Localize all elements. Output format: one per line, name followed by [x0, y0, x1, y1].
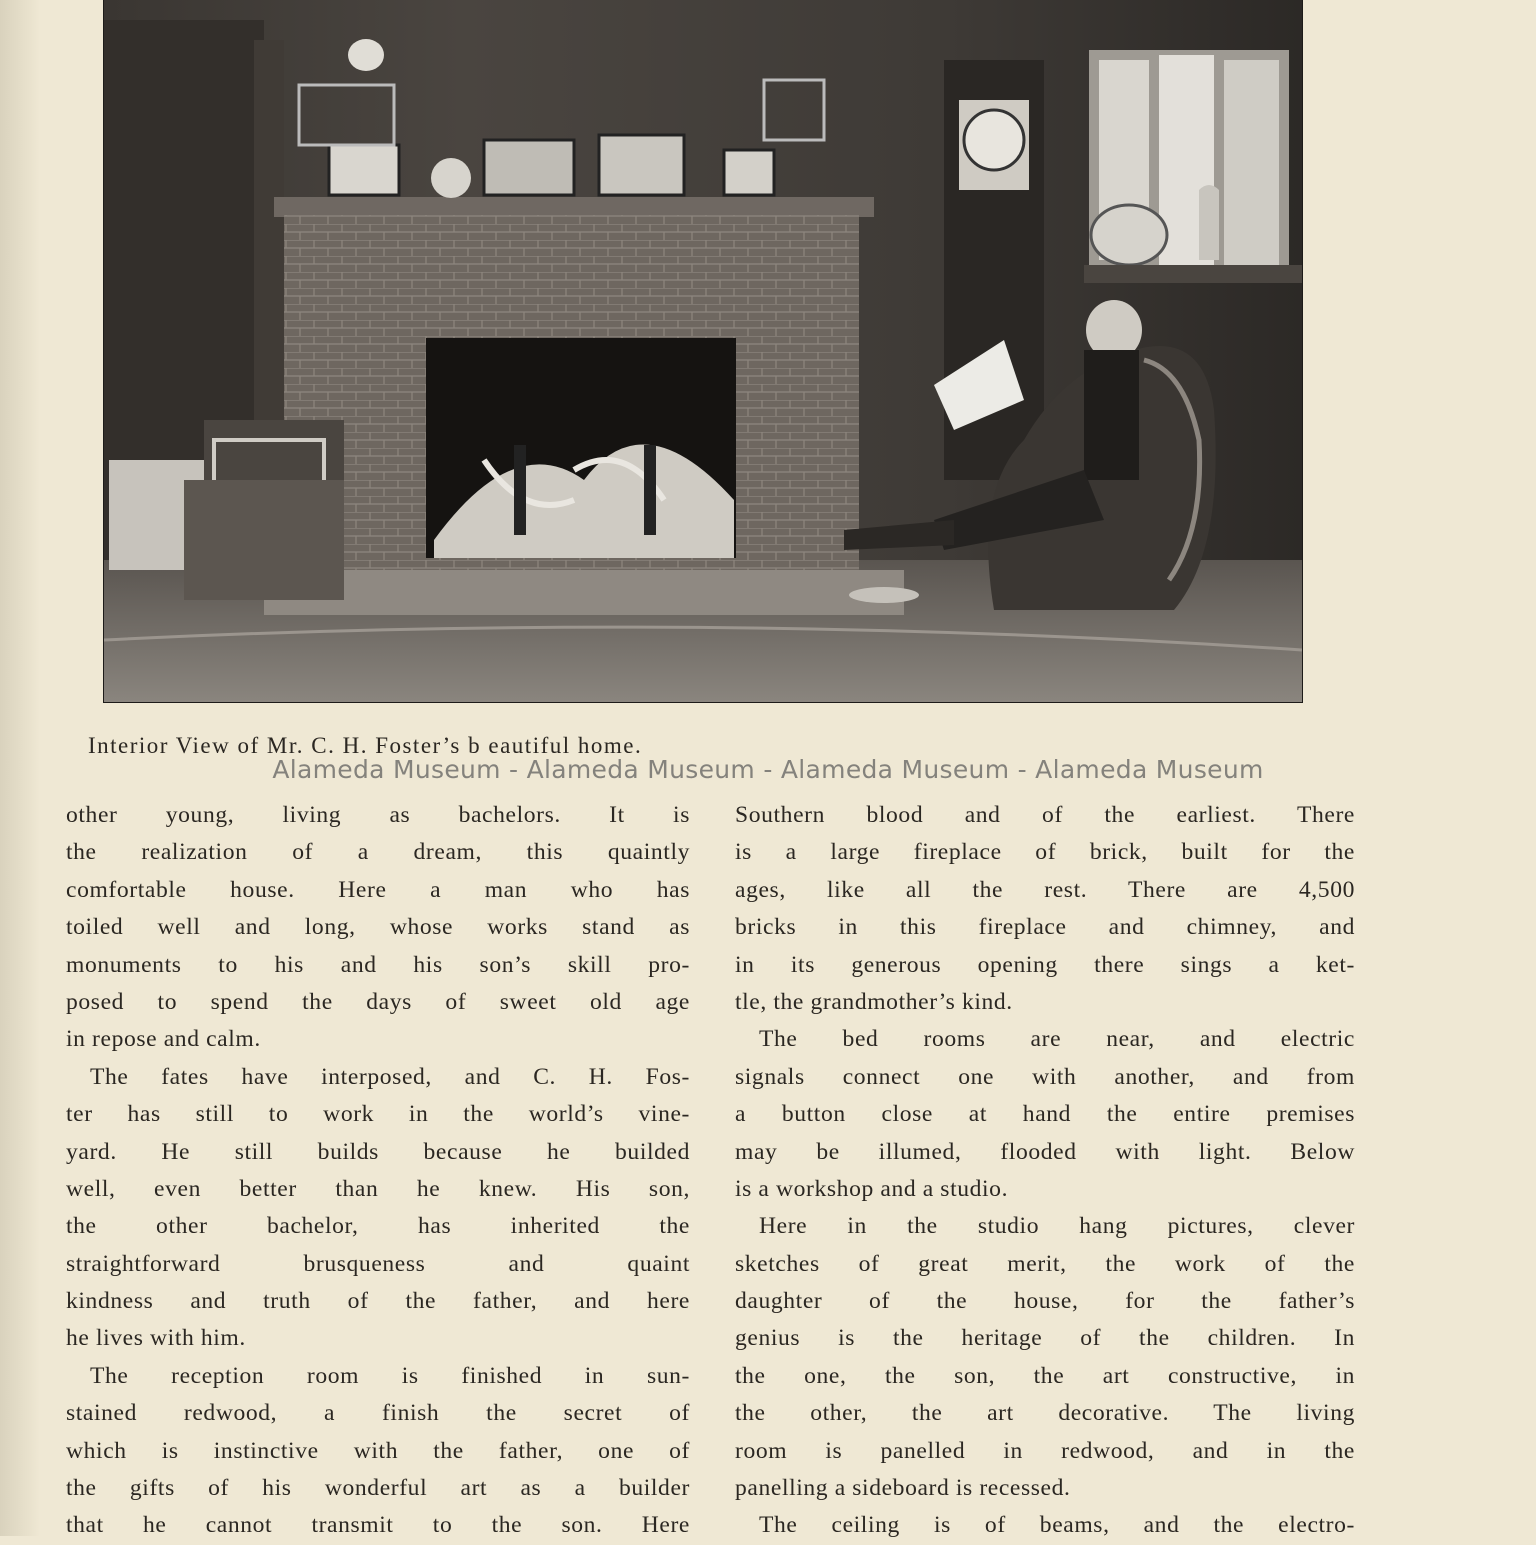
paragraph — [735, 1507, 1355, 1544]
paragraph — [735, 1021, 1355, 1208]
text-line: bricks in this fireplace and chimney, and — [735, 914, 1355, 941]
text-line: monuments to his and his son’s skill pro- — [66, 951, 690, 978]
text-line: sketches of great merit, the work of the — [735, 1250, 1355, 1277]
text-line: is a workshop and a studio. — [735, 1175, 1009, 1202]
paragraph — [66, 1358, 690, 1545]
text-line: is a large fireplace of brick, built for the — [735, 839, 1355, 866]
text-line: in its generous opening there sings a ket- — [735, 951, 1355, 978]
text-line: well, even better than he knew. His son, — [66, 1175, 690, 1202]
text-line: daughter of the house, for the father’s — [735, 1288, 1355, 1315]
text-line: toiled well and long, whose works stand as — [66, 914, 690, 941]
text-line: the other bachelor, has inherited the — [66, 1213, 690, 1240]
text-line: the one, the son, the art constructive, in — [735, 1362, 1355, 1389]
text-line: tle, the grandmother’s kind. — [735, 988, 1013, 1015]
text-line: Southern blood and of the earliest. There — [735, 802, 1355, 828]
text-line: the other, the art decorative. The living — [735, 1400, 1355, 1427]
text-line: other young, living as bachelors. It is — [66, 802, 690, 828]
text-line: The bed rooms are near, and electric — [759, 1026, 1355, 1053]
paragraph — [66, 797, 690, 1059]
text-column-right — [735, 797, 1355, 1545]
text-line: panelling a sideboard is recessed. — [735, 1475, 1071, 1502]
paragraph — [735, 1208, 1355, 1507]
text-line: the realization of a dream, this quaintly — [66, 839, 690, 866]
text-line: which is instinctive with the father, one of — [66, 1437, 690, 1464]
text-line: room is panelled in redwood, and in the — [735, 1437, 1355, 1464]
text-line: ages, like all the rest. There are 4,500 — [735, 876, 1355, 903]
text-line: may be illumed, flooded with light. Below — [735, 1138, 1355, 1165]
text-line: comfortable house. Here a man who has — [66, 876, 690, 903]
photo-caption: Interior View of Mr. C. H. Foster’s b eautiful home. — [88, 733, 643, 758]
museum-watermark: Alameda Museum - Alameda Museum - Alameda Museum - Alameda Museum — [272, 755, 1264, 784]
text-line: the gifts of his wonderful art as a builder — [66, 1475, 690, 1502]
interior-photograph — [104, 0, 1302, 702]
text-line: signals connect one with another, and from — [735, 1063, 1355, 1090]
text-line: that he cannot transmit to the son. Here — [66, 1512, 690, 1539]
paragraph — [735, 797, 1355, 1021]
text-line: ter has still to work in the world’s vine- — [66, 1101, 690, 1128]
text-line: he lives with him. — [66, 1325, 246, 1352]
text-line: straightforward brusqueness and quaint — [66, 1250, 690, 1277]
text-line: yard. He still builds because he builded — [66, 1138, 690, 1165]
text-line: Here in the studio hang pictures, clever — [759, 1213, 1355, 1240]
text-line: The ceiling is of beams, and the electro- — [759, 1512, 1355, 1539]
paragraph — [66, 1059, 690, 1358]
text-line: in repose and calm. — [66, 1026, 261, 1053]
text-line: posed to spend the days of sweet old age — [66, 988, 690, 1015]
text-line: stained redwood, a finish the secret of — [66, 1400, 690, 1427]
interior-photo-illustration — [104, 0, 1302, 702]
text-line: kindness and truth of the father, and here — [66, 1288, 690, 1315]
text-column-left — [66, 797, 690, 1545]
text-line: genius is the heritage of the children. In — [735, 1325, 1355, 1352]
text-line: a button close at hand the entire premises — [735, 1101, 1355, 1128]
text-line: The reception room is finished in sun- — [90, 1362, 690, 1389]
text-line: The fates have interposed, and C. H. Fos- — [90, 1063, 690, 1090]
